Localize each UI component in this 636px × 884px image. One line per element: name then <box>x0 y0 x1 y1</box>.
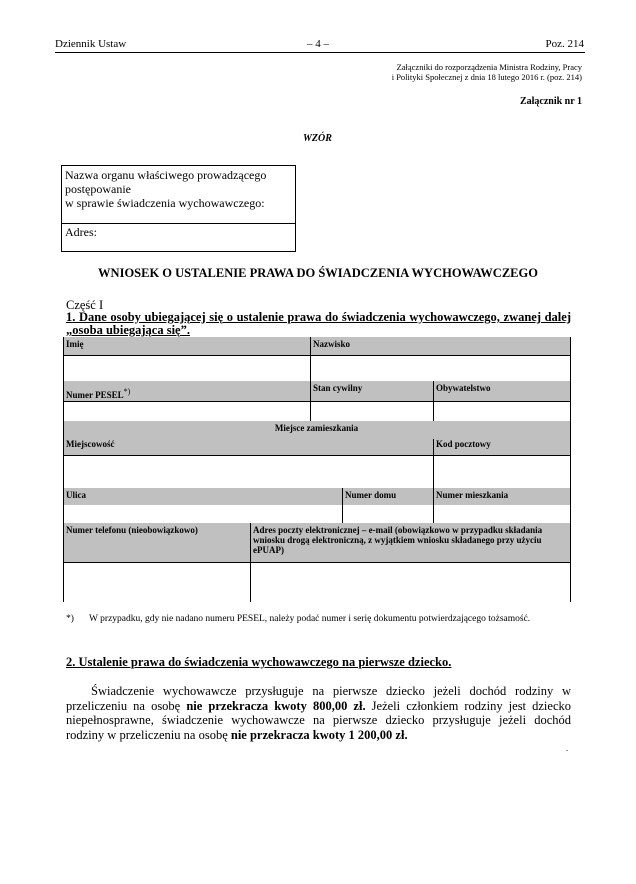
marital-status-input[interactable] <box>310 401 433 421</box>
authority-name-label-2: postępowanie <box>65 182 131 196</box>
street-label: Ulica <box>63 488 342 505</box>
locality-input[interactable] <box>63 455 433 488</box>
first-name-label: Imię <box>63 337 310 355</box>
authority-name-label-1: Nazwa organu właściwego prowadzącego <box>65 168 267 182</box>
first-name-input[interactable] <box>63 355 310 381</box>
phone-input[interactable] <box>63 562 250 602</box>
street-input[interactable] <box>63 505 342 523</box>
postal-code-input[interactable] <box>433 455 570 488</box>
authority-address-field[interactable] <box>62 224 295 252</box>
table-divider <box>433 439 434 523</box>
footnote-mark: *) <box>66 614 74 624</box>
phone-label: Numer telefonu (nieobowiązkowo) <box>63 523 250 562</box>
email-label: Adres poczty elektronicznej – e-mail (obowiązkowo w przypadku składania wniosku drogą elektroniczną, z wyjątkiem wniosku składanego przy użyciu ePUAP) <box>250 523 570 562</box>
surname-label: Nazwisko <box>310 337 570 355</box>
position-number: Poz. 214 <box>545 38 584 50</box>
pesel-label: Numer PESEL <box>66 390 124 400</box>
pesel-footnote-mark: *) <box>123 387 131 396</box>
table-border-right <box>570 337 571 602</box>
residence-heading: Miejsce zamieszkania <box>63 421 570 439</box>
authority-name-field[interactable] <box>62 166 295 224</box>
table-divider <box>310 337 311 421</box>
pesel-label-cell <box>63 381 310 401</box>
applicant-data-table <box>63 337 570 602</box>
annex-reference <box>392 62 582 82</box>
house-number-label: Numer domu <box>342 488 433 505</box>
table-rule <box>63 455 570 456</box>
page-number: – 4 – <box>307 38 329 50</box>
journal-name: Dziennik Ustaw <box>55 38 127 50</box>
pesel-footnote <box>66 614 530 624</box>
header-rule <box>55 52 585 53</box>
part-label: Część I <box>66 298 104 312</box>
template-label: WZÓR <box>303 133 332 144</box>
email-input[interactable] <box>250 562 570 602</box>
scan-speck <box>566 750 568 751</box>
section-2-paragraph <box>66 684 571 742</box>
table-rule <box>63 562 570 563</box>
income-threshold-1200: nie przekracza kwoty 1 200,00 zł. <box>230 727 408 742</box>
surname-input[interactable] <box>310 355 570 381</box>
apartment-number-input[interactable] <box>433 505 570 523</box>
annex-number: Załącznik nr 1 <box>519 96 582 107</box>
table-rule <box>63 355 570 356</box>
citizenship-label: Obywatelstwo <box>433 381 570 401</box>
para-text-2: Jeżeli członkiem rodziny jest dziecko niepełnosprawne, świadczenie wychowawcze na pierwsze dziecko przysługuje jeżeli dochód rodziny w przeliczeniu na osobę <box>66 698 571 742</box>
para-text-1: Świadczenie wychowawcze przysługuje na pierwsze dziecko jeżeli dochód rodziny w przeliczeniu na osobę <box>66 684 571 713</box>
authority-box <box>61 165 296 252</box>
citizenship-input[interactable] <box>433 401 570 421</box>
section-2-heading: 2. Ustalenie prawa do świadczenia wychowawczego na pierwsze dziecko. <box>66 655 452 669</box>
house-number-input[interactable] <box>342 505 433 523</box>
table-divider <box>342 488 343 523</box>
income-threshold-800: nie przekracza kwoty 800,00 zł. <box>186 698 366 713</box>
postal-code-label: Kod pocztowy <box>433 439 570 455</box>
apartment-number-label: Numer mieszkania <box>433 488 570 505</box>
pesel-input[interactable] <box>63 401 310 421</box>
locality-label: Miejscowość <box>63 439 433 455</box>
marital-status-label: Stan cywilny <box>310 381 433 401</box>
document-title: WNIOSEK O USTALENIE PRAWA DO ŚWIADCZENIA WYCHOWAWCZEGO <box>98 266 538 280</box>
table-rule <box>63 401 570 402</box>
section-1-heading: 1. Dane osoby ubiegającej się o ustalenie prawa do świadczenia wychowawczego, zwanej dalej „osoba ubiegająca się”. <box>66 310 571 337</box>
annex-reference-line1: Załączniki do rozporządzenia Ministra Rodziny, Pracy <box>396 62 582 72</box>
footnote-text: W przypadku, gdy nie nadano numeru PESEL, należy podać numer i serię dokumentu potwierdzającego tożsamość. <box>89 614 531 624</box>
authority-name-label-3: w sprawie świadczenia wychowawczego: <box>65 196 265 210</box>
authority-address-label: Adres: <box>65 225 97 239</box>
annex-reference-line2: i Polityki Społecznej z dnia 18 lutego 2016 r. (poz. 214) <box>391 72 582 82</box>
